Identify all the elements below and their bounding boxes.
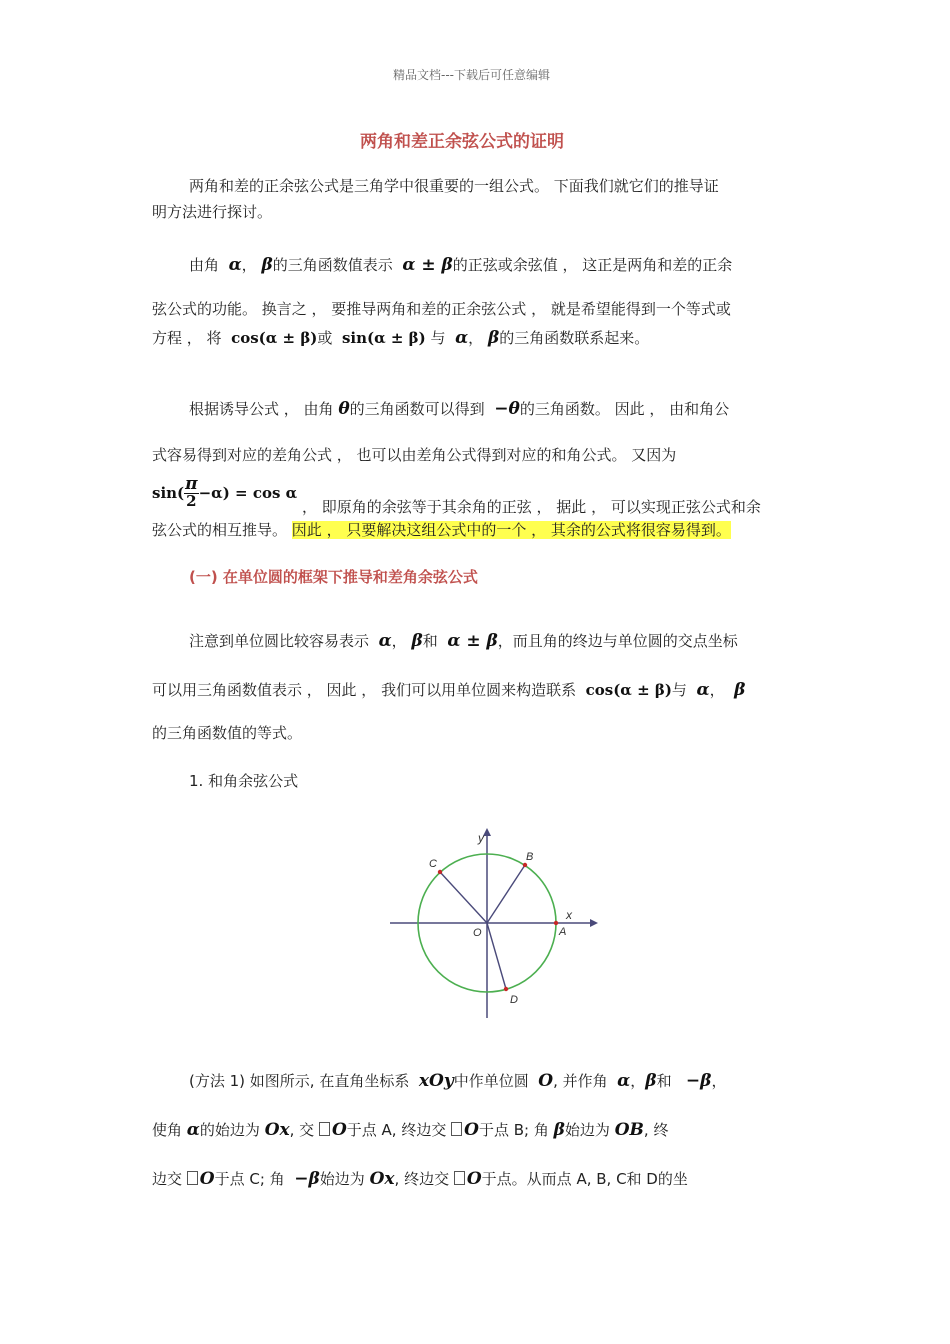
x-axis-arrow — [590, 919, 598, 927]
math-two: 2 — [186, 492, 197, 510]
text: 于点 C; 角 — [214, 1170, 285, 1188]
text: 的三角函数。 因此 ， 由和角公 — [519, 400, 730, 418]
label-o: O — [473, 927, 482, 939]
text: ， — [391, 632, 407, 650]
math-beta: β — [261, 255, 273, 275]
text: 边交 — [152, 1170, 183, 1188]
text: 的三角函数值表示 — [272, 256, 393, 274]
text: 或 — [317, 329, 333, 347]
text: 根据诱导公式 ， 由角 — [189, 400, 334, 418]
text: 方程 ， 将 — [152, 329, 222, 347]
math-neg-beta: −β — [294, 1169, 320, 1189]
para3-formula — [152, 476, 297, 509]
text: 中作单位圆 — [453, 1072, 529, 1090]
math-alpha: α — [617, 1071, 631, 1091]
math-beta: β — [734, 680, 746, 700]
list-item-1: 1. 和角余弦公式 — [189, 772, 299, 790]
missing-glyph-icon — [454, 1171, 465, 1185]
math-ob: OB — [614, 1120, 644, 1140]
math-alpha-pm-beta: α ± β — [402, 255, 453, 275]
missing-glyph-icon — [451, 1122, 462, 1136]
para2-line-3 — [152, 327, 649, 348]
text: 的三角函数可以得到 — [349, 400, 485, 418]
math-pi: π — [185, 474, 198, 494]
text: 弦公式的相互推导。 — [152, 521, 288, 539]
text: ， — [711, 1072, 727, 1090]
text: , 交 — [289, 1121, 315, 1139]
highlighted-text: 因此 ， 只要解决这组公式中的一个 ， 其余的公式将很容易得到。 — [291, 521, 731, 539]
point-b — [523, 863, 527, 867]
para4-line-2 — [152, 679, 745, 700]
text: 和 — [422, 632, 438, 650]
label-b: B — [526, 851, 534, 863]
math-alpha-pm-beta: α ± β — [447, 631, 498, 651]
math-cos-apb: cos(α ± β) — [231, 329, 318, 347]
text: ， — [630, 1072, 646, 1090]
label-a: A — [559, 926, 567, 938]
math-alpha: α — [455, 328, 469, 348]
math-theta: θ — [338, 399, 350, 419]
radius-od — [487, 923, 506, 989]
para2-line-2: 弦公式的功能。 换言之 ， 要推导两角和差的正余弦公式 ， 就是希望能得到一个等式或 — [152, 300, 731, 318]
math-o: O — [199, 1169, 215, 1189]
para4-line-3: 的三角函数值的等式。 — [152, 724, 303, 742]
text: , 并作角 — [553, 1072, 608, 1090]
text: 可以用三角函数值表示 ， 因此 ， 我们可以用单位圆来构造联系 — [152, 681, 577, 699]
text: 于点 A, 终边交 — [346, 1121, 447, 1139]
math-ox: Ox — [264, 1120, 290, 1140]
math-beta: β — [487, 328, 500, 348]
math-minus-alpha-eq: −α) = cos α — [198, 483, 298, 502]
text: 始边为 — [564, 1121, 610, 1139]
math-ox: Ox — [369, 1169, 395, 1189]
y-axis-arrow — [483, 828, 491, 836]
label-y: y — [478, 831, 484, 845]
text: 与 — [671, 681, 687, 699]
math-o: O — [466, 1169, 482, 1189]
text: 始边为 — [319, 1170, 365, 1188]
math-alpha: α — [696, 680, 710, 700]
missing-glyph-icon — [187, 1171, 198, 1185]
math-alpha: α — [228, 255, 242, 275]
para3-line-1 — [189, 398, 729, 419]
math-alpha: α — [378, 631, 392, 651]
para4-line-1 — [189, 630, 738, 651]
math-sin-apb: sin(α ± β) — [341, 329, 426, 347]
point-d — [504, 987, 508, 991]
text: 和 — [656, 1072, 672, 1090]
radius-ob — [487, 865, 525, 923]
text: 与 — [430, 329, 446, 347]
text: 使角 — [152, 1121, 183, 1139]
text: 的正弦或余弦值 ， 这正是两角和差的正余 — [452, 256, 733, 274]
text: (方法 1) 如图所示, 在直角坐标系 — [189, 1072, 410, 1090]
math-beta: β — [645, 1071, 657, 1091]
text: ， — [709, 681, 725, 699]
para3-line-3: ， 即原角的余弦等于其余角的正弦 ， 据此 ， 可以实现正弦公式和余 — [302, 498, 761, 516]
radius-oc — [440, 872, 487, 923]
math-beta: β — [553, 1120, 565, 1140]
text: 的三角函数联系起来。 — [499, 329, 650, 347]
label-d: D — [510, 994, 518, 1006]
point-a — [554, 921, 558, 925]
math-beta: β — [411, 631, 423, 651]
para2-line-1 — [189, 254, 732, 275]
math-frac — [184, 476, 198, 509]
point-c — [438, 870, 442, 874]
method1-line-1 — [189, 1070, 726, 1091]
missing-glyph-icon — [319, 1122, 330, 1136]
math-sin-open: sin( — [152, 483, 185, 502]
math-neg-theta: −θ — [494, 399, 520, 419]
page-title: 两角和差正余弦公式的证明 — [360, 132, 564, 152]
math-o: O — [538, 1071, 554, 1091]
method1-line-3 — [152, 1168, 688, 1189]
math-o: O — [331, 1120, 347, 1140]
intro-line-2: 明方法进行探讨。 — [152, 203, 273, 221]
unit-circle-figure — [385, 822, 615, 1022]
math-neg-beta: −β — [685, 1071, 712, 1091]
text: 于点。从而点 A, B, C和 D的坐 — [481, 1170, 688, 1188]
text: 注意到单位圆比较容易表示 — [189, 632, 370, 650]
label-x: x — [566, 908, 572, 922]
para3-line-2: 式容易得到对应的差角公式 ， 也可以由差角公式得到对应的和角公式。 又因为 — [152, 446, 677, 464]
para3-line-4 — [152, 519, 731, 540]
section-heading: (一) 在单位圆的框架下推导和差角余弦公式 — [189, 568, 478, 586]
text: , 终边交 — [394, 1170, 450, 1188]
method1-line-2 — [152, 1119, 668, 1140]
math-cos-apb: cos(α ± β) — [585, 681, 672, 699]
math-alpha: α — [186, 1120, 200, 1140]
page-header: 精品文档---下载后可任意编辑 — [393, 68, 550, 82]
text: , 终 — [643, 1121, 669, 1139]
text: ，而且角的终边与单位圆的交点坐标 — [497, 632, 738, 650]
label-c: C — [429, 858, 437, 870]
math-o: O — [464, 1120, 479, 1140]
text: ， — [241, 256, 257, 274]
math-xoy: xOy — [418, 1071, 454, 1091]
text: 的始边为 — [199, 1121, 260, 1139]
text: 于点 B; 角 — [478, 1121, 549, 1139]
text: 由角 — [189, 256, 220, 274]
intro-line-1: 两角和差的正余弦公式是三角学中很重要的一组公式。 下面我们就它们的推导证 — [189, 177, 719, 195]
text: ， — [468, 329, 484, 347]
